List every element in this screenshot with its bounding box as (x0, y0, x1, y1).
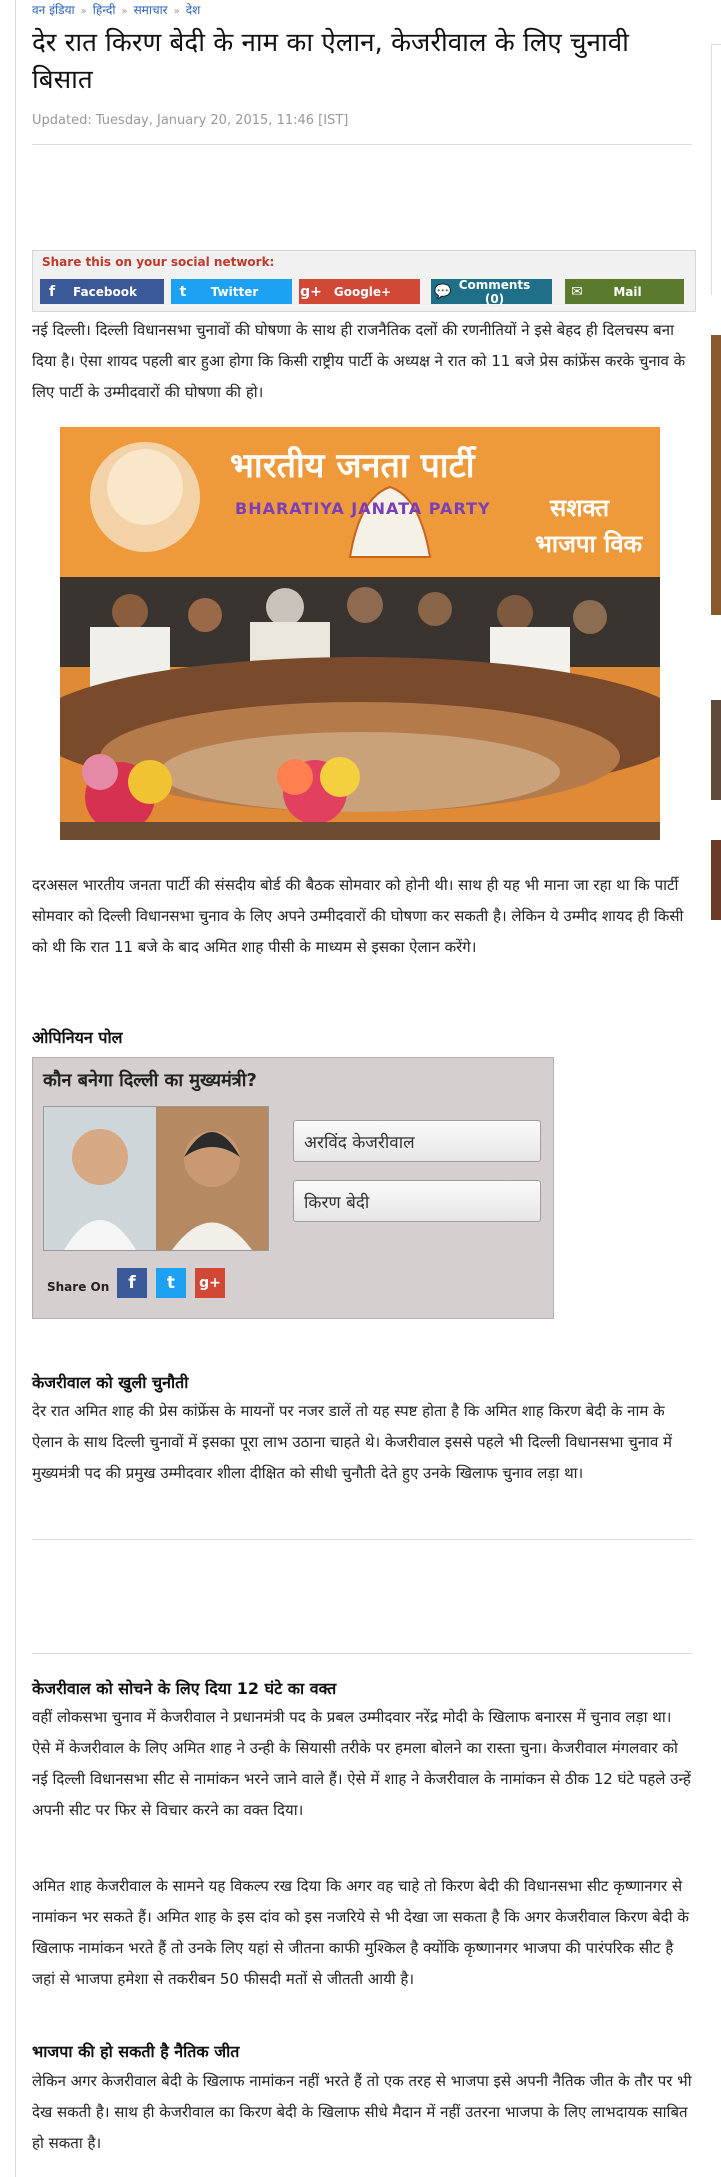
facebook-label: Facebook (73, 284, 137, 299)
mail-icon: ✉ (571, 283, 583, 300)
photo-banner-right-2: भाजपा विक (535, 530, 643, 558)
section-heading-moral-victory: भाजपा की हो सकती है नैतिक जीत (32, 2042, 240, 2061)
poll-question: कौन बनेगा दिल्ली का मुख्यमंत्री? (43, 1070, 257, 1091)
paragraph-2: दरअसल भारतीय जनता पार्टी की संसदीय बोर्ड की बैठक सोमवार को होनी थी। साथ ही यह भी माना जा रहा था कि पार्टी सोमवार को दिल्ली विधानसभा चुनाव के लिए अपने उम्मीदवारों की घोषणा कर सकती है। लेकिन ये उम्मीद शायद ही किसी को थी कि रात 11 बजे के बाद अमित शाह पीसी के माध्यम से इसका ऐलान करेंगे। (32, 876, 684, 956)
paragraph-4: वहीं लोकसभा चुनाव में केजरीवाल ने प्रधानमंत्री पद के प्रबल उम्मीदवार नरेंद्र मोदी के खिलाफ बनारस में चुनाव लड़ा था। ऐसे में केजरीवाल के लिए अमित शाह ने उन्ही के सियासी तरीके पर हमला बोलने का रास्ता चुना। केजरीवाल मंगलवार को नई दिल्ली विधानसभा सीट से नामांकन भरने जाने वाले हैं। ऐसे में शाह ने केजरीवाल के नामांकन से ठीक 12 घंटे पहले उन्हें अपनी सीट पर फिर से विचार करने का वक्त दिया। (32, 1708, 691, 1819)
googleplus-share-button[interactable] (299, 279, 420, 304)
breadcrumb-country[interactable]: देश (185, 3, 201, 17)
paragraph-1: नई दिल्ली। दिल्ली विधानसभा चुनावों की घोषणा के साथ ही राजनैतिक दलों की रणनीतियों ने इसे बेहद ही दिलचस्प बना दिया है। ऐसा शायद पहली बार हुआ होगा कि किसी राष्ट्रीय पार्टी के अध्यक्ष ने रात को 11 बजे प्रेस कांफ्रेंस करके चुनाव के लिए पार्टी के उम्मीदवारों की घोषणा की हो। (32, 321, 686, 401)
section-heading-open-challenge: केजरीवाल को खुली चुनौती (32, 1373, 189, 1392)
comments-button[interactable] (431, 279, 552, 304)
comment-bubble-icon: 💬 (434, 283, 452, 300)
candidates-photo (44, 1107, 268, 1250)
poll-option-kiran-bedi[interactable]: किरण बेदी (293, 1180, 541, 1222)
sidebar-thumb (711, 840, 721, 920)
divider (32, 144, 692, 145)
article (32, 0, 692, 2152)
facebook-icon: f (48, 283, 56, 300)
twitter-label: Twitter (210, 284, 259, 299)
sidebar-box (711, 44, 721, 295)
comments-label: Comments (0) (458, 277, 531, 306)
divider (32, 1539, 692, 1540)
googleplus-label: Google+ (333, 284, 392, 299)
updated-timestamp: Updated: Tuesday, January 20, 2015, 11:46 [IST] (32, 113, 349, 128)
share-title: Share this on your social network: (42, 255, 275, 269)
poll-twitter-icon[interactable]: t (156, 1268, 186, 1298)
sidebar-thumb (711, 700, 721, 800)
section-heading-12-hours: केजरीवाल को सोचने के लिए दिया 12 घंटे का वक्त (32, 1679, 337, 1698)
divider (32, 1653, 692, 1654)
twitter-icon: t (179, 283, 187, 300)
bjp-meeting-photo (60, 427, 660, 840)
photo-banner-right-1: सशक्त (550, 494, 610, 522)
googleplus-icon: g+ (300, 283, 322, 300)
opinion-poll-widget (32, 1057, 554, 1319)
poll-candidates-image (43, 1106, 269, 1251)
breadcrumb-news[interactable]: समाचार (133, 3, 168, 17)
mail-label: Mail (613, 284, 642, 299)
poll-option-kejriwal[interactable]: अरविंद केजरीवाल (293, 1120, 541, 1162)
breadcrumb-hindi[interactable]: हिन्दी (92, 3, 116, 17)
article-title: देर रात किरण बेदी के नाम का ऐलान, केजरीवाल के लिए चुनावी बिसात (32, 28, 629, 95)
breadcrumb-oneindia[interactable]: वन इंडिया (32, 3, 75, 17)
breadcrumb: वन इंडिया » हिन्दी » समाचार » देश (32, 3, 201, 17)
photo-banner-english: BHARATIYA JANATA PARTY (235, 499, 491, 518)
mail-share-button[interactable] (565, 279, 684, 304)
sidebar-image (711, 335, 721, 615)
share-box (32, 250, 696, 312)
article-photo (60, 427, 660, 840)
paragraph-3: देर रात अमित शाह की प्रेस कांफ्रेंस के मायनों पर नजर डालें तो यह स्पष्ट होता है कि अमित शाह किरण बेदी के नाम के ऐलान के साथ दिल्ली चुनावों में इसका पूरा लाभ उठाना चाहते थे। केजरीवाल इससे पहले भी दिल्ली विधानसभा चुनाव में मुख्यमंत्री पद की प्रमुख उम्मीदवार शीला दीक्षित को सीधी चुनौती देते हुए उनके खिलाफ चुनाव लड़ा था। (32, 1402, 673, 1482)
paragraph-6: लेकिन अगर केजरीवाल बेदी के खिलाफ नामांकन नहीं भरते हैं तो एक तरह से भाजपा इसे अपनी नैतिक जीत के तौर पर भी देख सकती है। साथ ही केजरीवाल का किरण बेदी के खिलाफ सीधे मैदान में नहीं उतरना भाजपा के लिए लाभदायक साबित हो सकता है। (32, 2072, 692, 2152)
facebook-share-button[interactable] (40, 279, 164, 304)
poll-share-label: Share On (47, 1280, 110, 1294)
twitter-share-button[interactable] (171, 279, 292, 304)
paragraph-5: अमित शाह केजरीवाल के सामने यह विकल्प रख दिया कि अगर वह चाहे तो किरण बेदी की विधानसभा सीट कृष्णानगर से नामांकन भर सकते हैं। अमित शाह के इस दांव को इस नजरिये से भी देखा जा सकता है कि अगर केजरीवाल किरण बेदी के खिलाफ नामांकन भरते हैं तो उनके लिए यहां से जीतना काफी मुश्किल है क्योंकि कृष्णानगर भाजपा की पारंपरिक सीट है जहां से भाजपा हमेशा से तकरीबन 50 फीसदी मतों से जीतती आयी है। (32, 1877, 689, 1988)
photo-banner-hindi: भारतीय जनता पार्टी (230, 446, 475, 486)
poll-facebook-icon[interactable]: f (117, 1268, 147, 1298)
poll-googleplus-icon[interactable]: g+ (195, 1268, 225, 1298)
opinion-poll-heading: ओपिनियन पोल (32, 1028, 123, 1047)
left-divider (15, 0, 16, 2177)
